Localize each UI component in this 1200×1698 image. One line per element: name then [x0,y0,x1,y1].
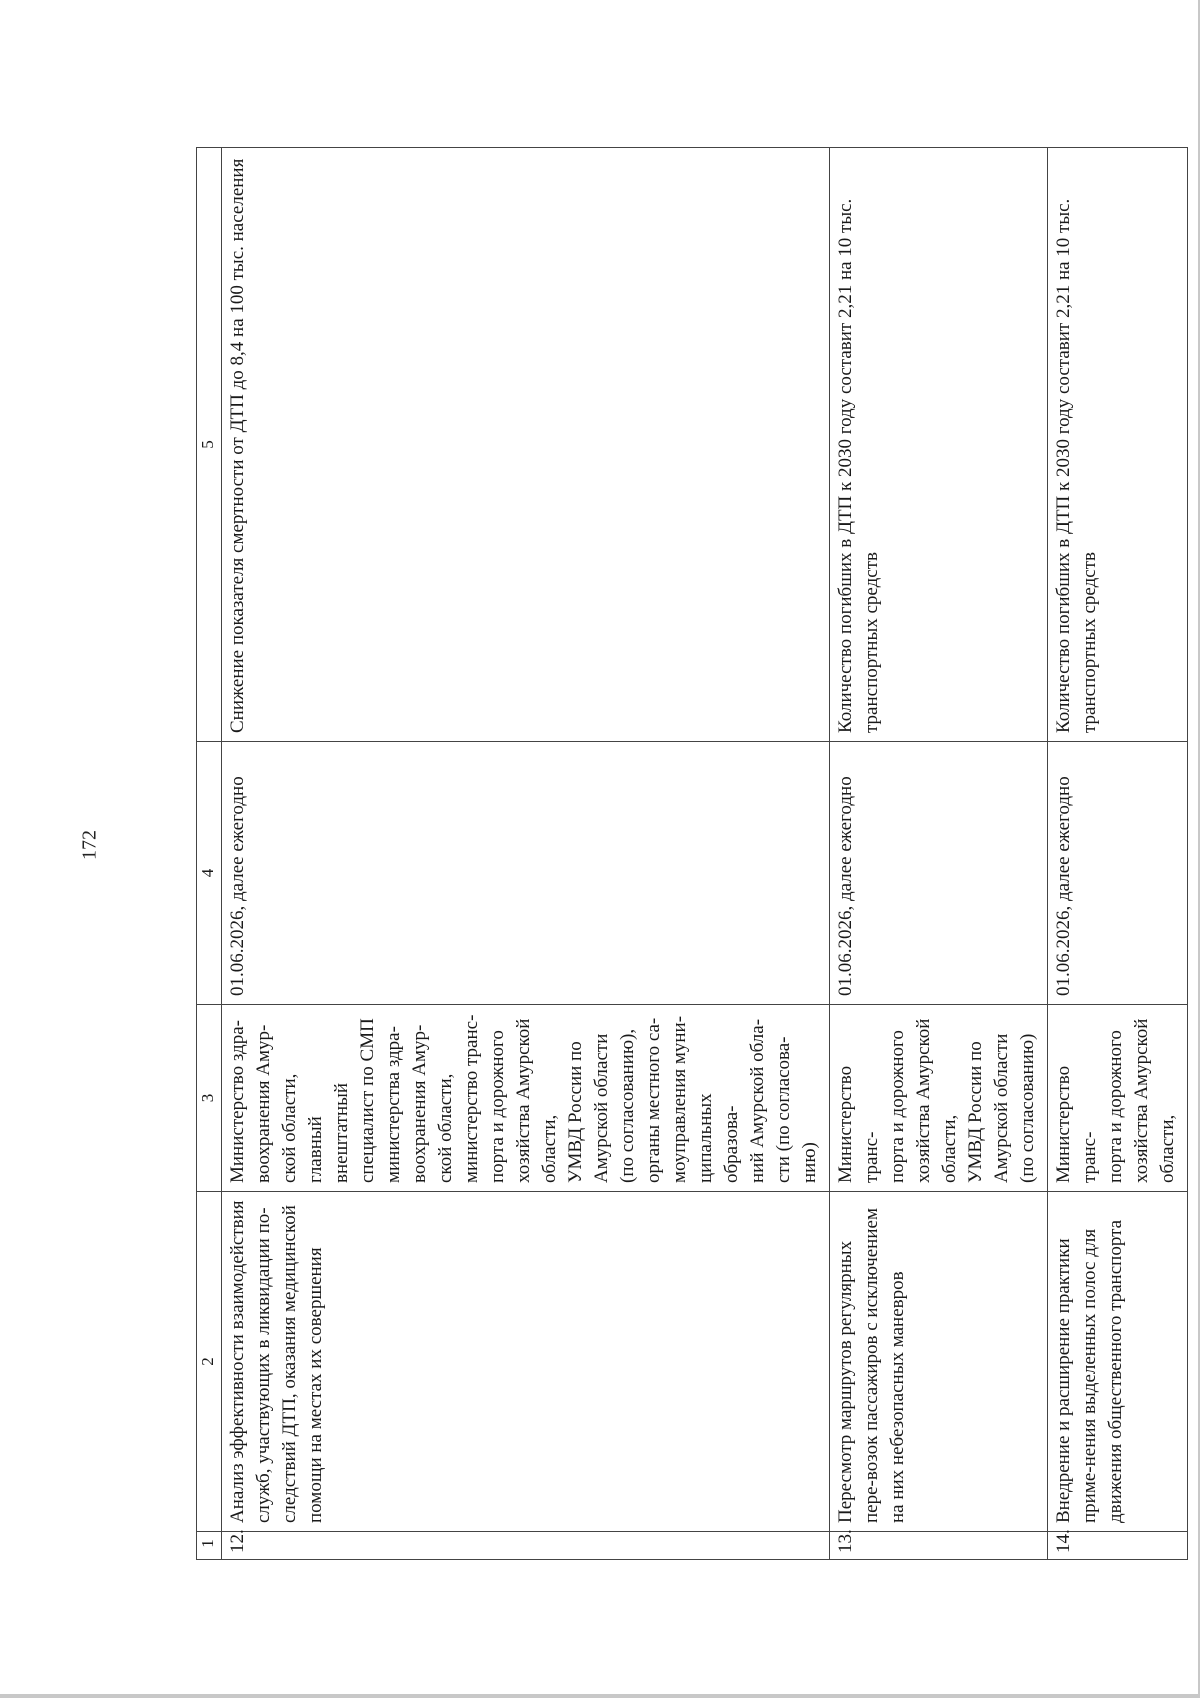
executors-cell: Министерство транс- порта и дорожного хозяйства Амурской области, [1048,1005,1188,1192]
result-cell: Количество погибших в ДТП к 2030 году составит 2,21 на 10 тыс. транспортных средств [1048,148,1188,742]
measure-cell: Пересмотр маршрутов регулярных пере-возок пассажиров с исключением на них небезопасных маневров [830,1192,1048,1532]
header-cell-1: 1 [197,1532,222,1560]
table-row [1048,148,1188,1560]
deadline-cell: 01.06.2026, далее ежегодно [1048,742,1188,1005]
measure-cell: Внедрение и расширение практики приме-нения выделенных полос для движения общественного транспорта [1048,1192,1188,1532]
executors-cell: Министерство транс- порта и дорожного хозяйства Амурской области, УМВД России по Амурской области (по согласованию) [830,1005,1048,1192]
rotated-table-container [196,148,1178,1560]
measures-table [196,147,1188,1560]
executors-cell: Министерство здра- воохранения Амур- ской области, главный внештатный специалист по СМП министерства здра- воохранения Амур- ской области, министерство транс- порта и дорожного хозяйства Амурской области, УМВД России по Амурской области (по согласованию), органы местного са- моуправления муни- ципальных образова- ний Амурской обла- сти (по согласова- нию) [222,1005,830,1192]
header-cell-4: 4 [197,742,222,1005]
row-number: 13. [830,1532,1048,1560]
deadline-cell: 01.06.2026, далее ежегодно [830,742,1048,1005]
result-cell: Количество погибших в ДТП к 2030 году составит 2,21 на 10 тыс. транспортных средств [830,148,1048,742]
row-number: 12. [222,1532,830,1560]
page-number: 172 [78,830,101,860]
header-cell-3: 3 [197,1005,222,1192]
row-number: 14. [1048,1532,1188,1560]
table-header-row [197,148,222,1560]
deadline-cell: 01.06.2026, далее ежегодно [222,742,830,1005]
header-cell-5: 5 [197,148,222,742]
table-row [830,148,1048,1560]
table-row [222,148,830,1560]
header-cell-2: 2 [197,1192,222,1532]
result-cell: Снижение показателя смертности от ДТП до 8,4 на 100 тыс. населения [222,148,830,742]
measure-cell: Анализ эффективности взаимодействия служб, участвующих в ликвидации по-следствий ДТП, оказания медицинской помощи на местах их совершения [222,1192,830,1532]
